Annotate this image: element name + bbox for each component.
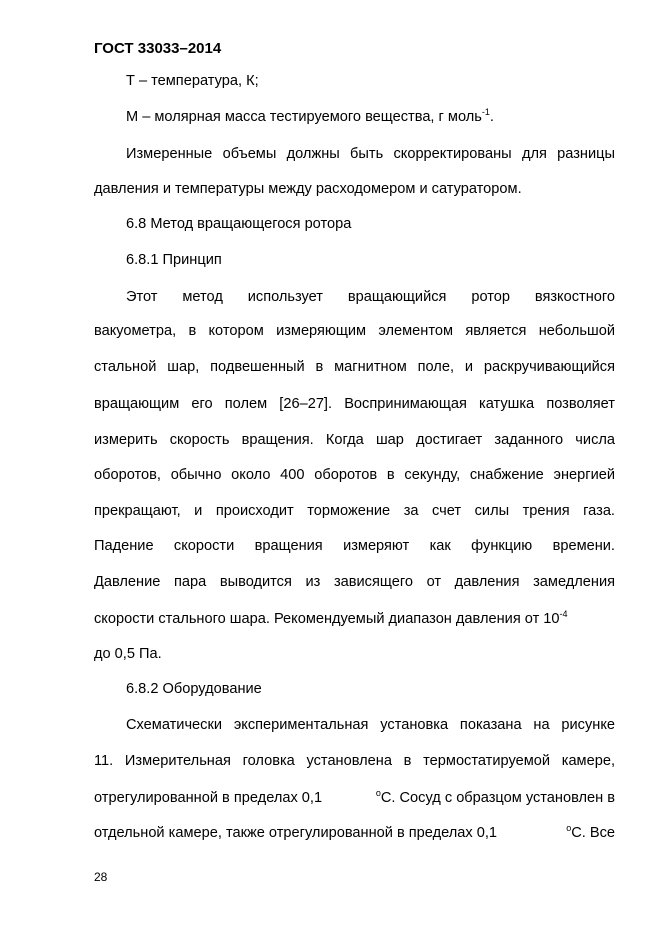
text-fragment: С. Все [571, 825, 615, 841]
text-fragment [566, 824, 615, 842]
text-line: прекращают, и происходит торможение за счет силы трения газа. [94, 503, 615, 519]
page-number: 28 [94, 870, 108, 884]
superscript: -1 [481, 107, 490, 117]
text-fragment: М – молярная масса тестируемого вещества, г моль [126, 109, 482, 125]
text-line: до 0,5 Па. [94, 646, 162, 662]
text-line: стальной шар, подвешенный в магнитном поле, и раскручивающийся [94, 359, 615, 375]
superscript: о [566, 823, 572, 833]
text-line: измерить скорость вращения. Когда шар достигает заданного числа [94, 432, 615, 448]
text-line: Давление пара выводится из зависящего от давления замедления [94, 574, 615, 590]
text-line: Т – температура, К; [126, 73, 259, 89]
text-line: Этот метод использует вращающийся ротор вязкостного [126, 289, 615, 305]
text-line [126, 108, 615, 126]
text-line: Падение скорости вращения измеряют как функцию времени. [94, 538, 615, 554]
text-line: давления и температуры между расходомером и сатуратором. [94, 181, 522, 197]
text-line: вращающим его полем [26–27]. Воспринимающая катушка позволяет [94, 396, 615, 412]
text-line [94, 789, 615, 807]
text-fragment: С. Сосуд с образцом установлен в [380, 790, 615, 806]
text-line: вакуометра, в котором измеряющим элементом является небольшой [94, 323, 615, 339]
text-fragment: отдельной камере, также отрегулированной в пределах 0,1 [94, 825, 498, 841]
section-heading: 6.8 Метод вращающегося ротора [126, 216, 352, 232]
text-line: оборотов, обычно около 400 оборотов в секунду, снабжение энергией [94, 467, 615, 483]
superscript: о [375, 788, 381, 798]
text-line [94, 610, 615, 628]
superscript: -4 [559, 609, 568, 619]
section-heading: 6.8.1 Принцип [126, 252, 222, 268]
text-fragment [376, 789, 615, 807]
section-heading: 6.8.2 Оборудование [126, 681, 262, 697]
text-line: Схематически экспериментальная установка показана на рисунке [126, 717, 615, 733]
text-fragment: отрегулированной в пределах 0,1 [94, 790, 323, 806]
text-fragment: скорости стального шара. Рекомендуемый диапазон давления от 10 [94, 611, 560, 627]
text-fragment: . [489, 109, 494, 125]
text-line: 11. Измерительная головка установлена в термостатируемой камере, [94, 753, 615, 769]
text-line: Измеренные объемы должны быть скорректированы для разницы [126, 146, 615, 162]
document-header: ГОСТ 33033–2014 [94, 40, 222, 57]
text-line [94, 824, 615, 842]
